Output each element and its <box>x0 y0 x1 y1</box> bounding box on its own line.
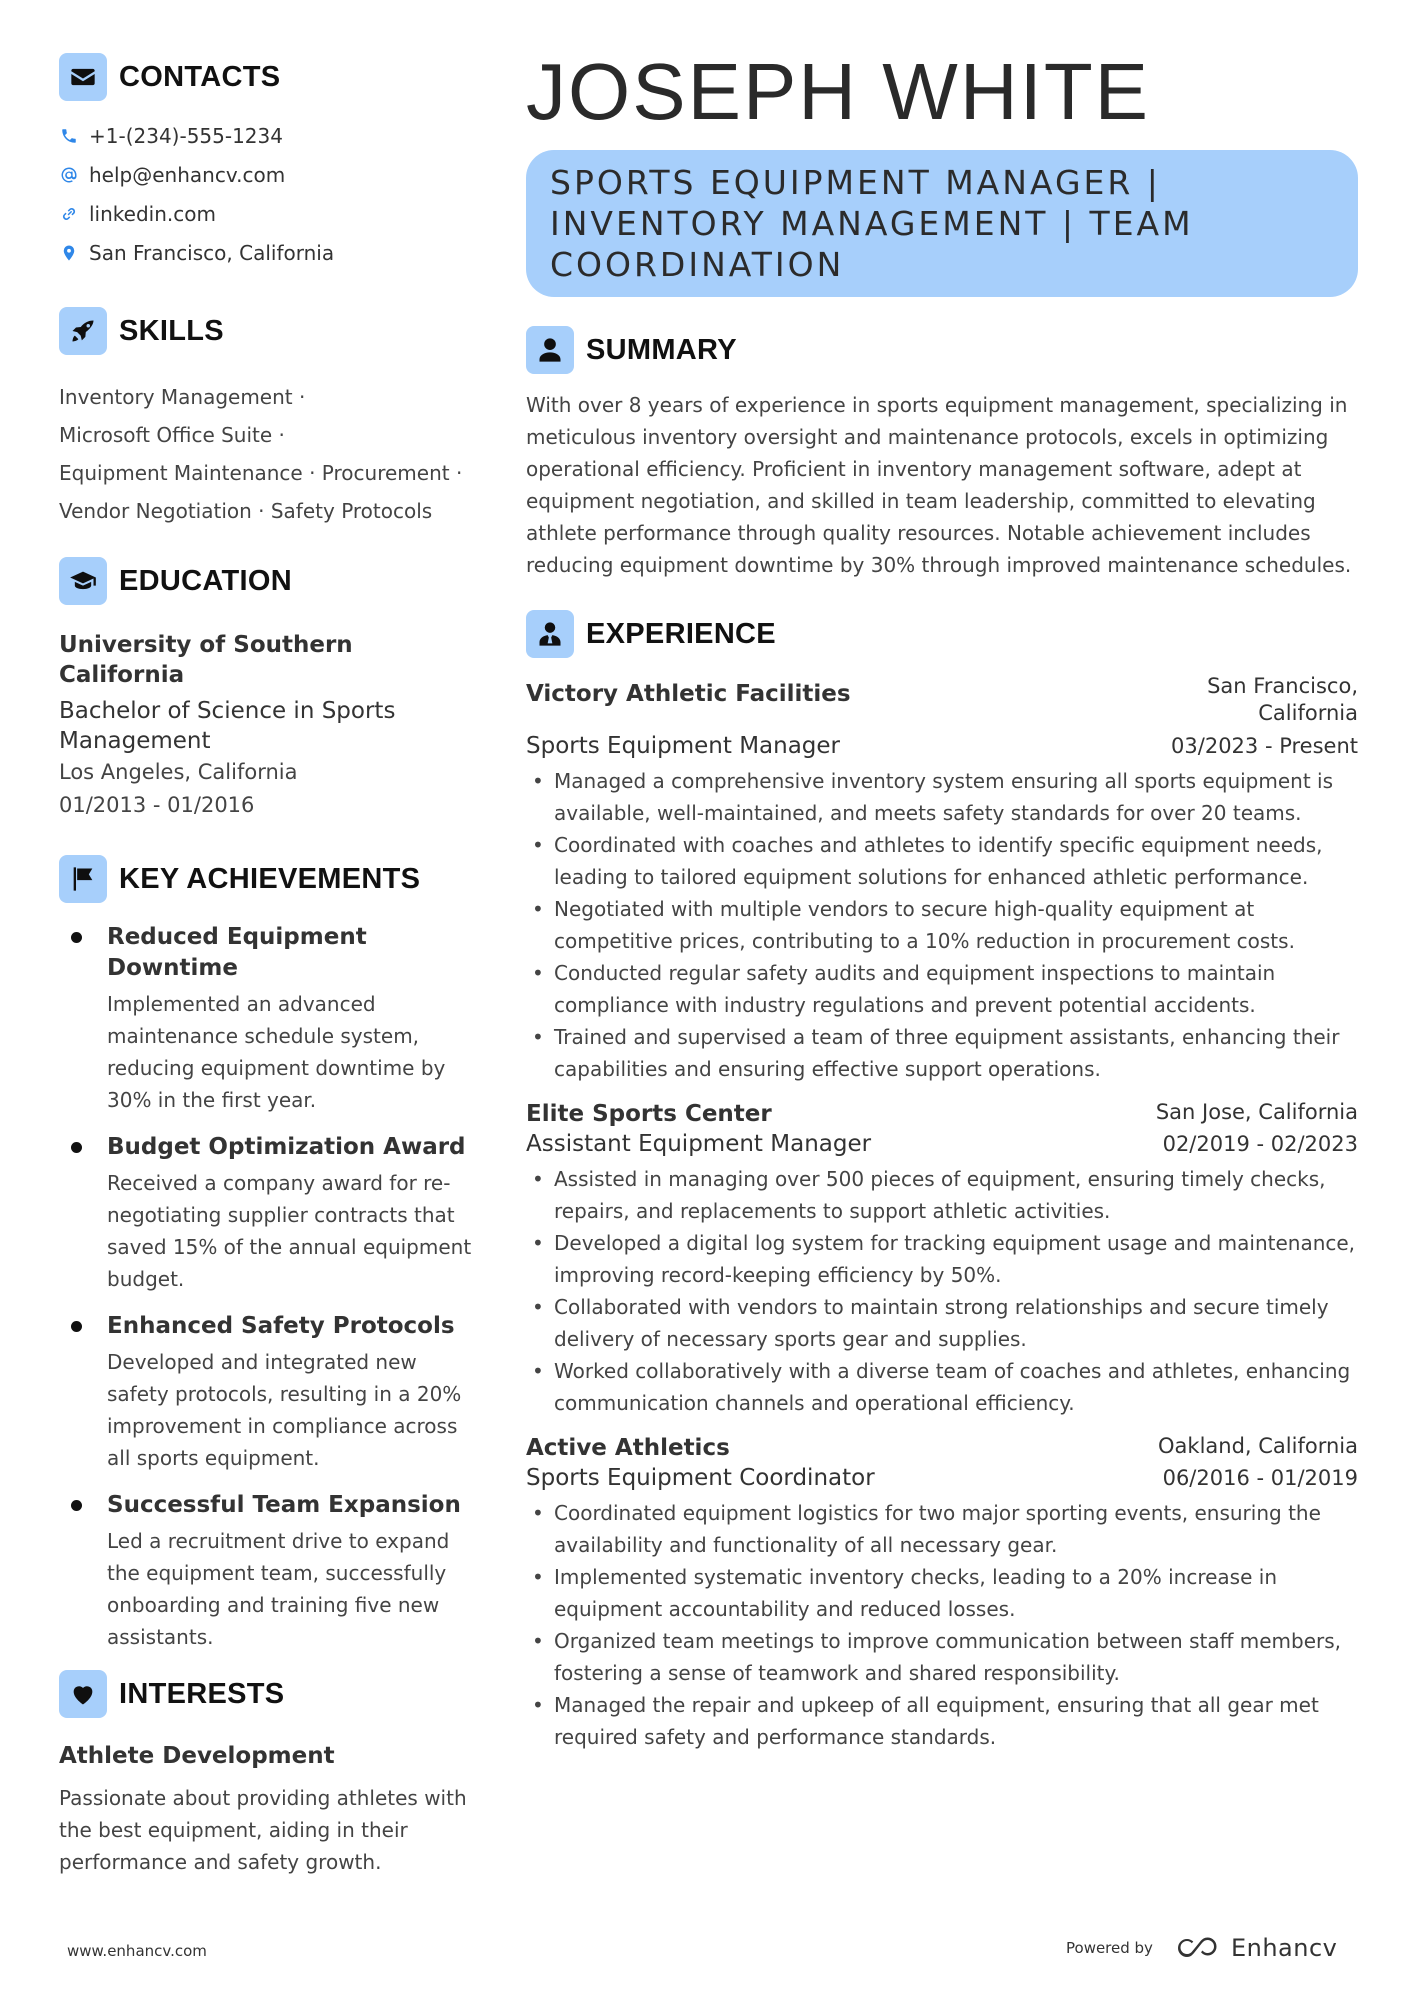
bullet-dot <box>71 1142 82 1153</box>
summary-text: With over 8 years of experience in sports equipment management, specializing in meticulous inventory oversight and maintenance protocols, excels in optimizing operational efficiency. Proficient in inventory management software, adept at equipment negotiation, and skilled in team leadership, committed to elevating athlete performance through quality resources. Notable achievement includes reducing equipment downtime by 30% through improved maintenance schedules. <box>526 393 1352 577</box>
email-text[interactable]: help@enhancv.com <box>89 162 286 187</box>
at-icon <box>59 165 79 185</box>
job-bullets <box>526 1497 1358 1753</box>
job-bullets <box>526 765 1358 1085</box>
interests-header <box>59 1669 479 1719</box>
achievements-header <box>59 854 479 904</box>
interest-title: Athlete Development <box>59 1743 335 1769</box>
job-bullet: • Developed a digital log system for tracking equipment usage and maintenance, improving record-keeping efficiency by 50%. <box>526 1227 1358 1291</box>
person-name: JOSEPH WHITE <box>526 47 1151 136</box>
education-header <box>59 556 479 606</box>
left-column <box>59 52 479 1878</box>
job-dates: 03/2023 - Present <box>1171 734 1358 758</box>
job-bullet: • Coordinated equipment logistics for two major sporting events, ensuring the availability and functionality of all necessary gear. <box>526 1497 1358 1561</box>
footer-website[interactable]: www.enhancv.com <box>67 1942 207 1960</box>
achievement-title: Successful Team Expansion <box>107 1492 461 1518</box>
job-bullet: • Collaborated with vendors to maintain strong relationships and secure timely delivery of necessary sports gear and supplies. <box>526 1291 1358 1355</box>
rocket-icon <box>59 307 107 355</box>
achievement-title: Reduced Equipment Downtime <box>107 924 367 981</box>
job-dates: 02/2019 - 02/2023 <box>1162 1132 1358 1156</box>
footer-brand <box>1066 1934 1337 1962</box>
job-role: Sports Equipment Manager <box>526 733 841 759</box>
experience-header <box>526 609 1358 659</box>
achievement-item <box>59 1311 479 1474</box>
job-entry <box>526 673 1358 1085</box>
achievement-desc: Received a company award for re-negotiating supplier contracts that saved 15% of the annual equipment budget. <box>107 1171 472 1291</box>
job-bullet: • Managed a comprehensive inventory system ensuring all sports equipment is available, well-maintained, and meets safety standards for over 20 teams. <box>526 765 1358 829</box>
achievement-title: Enhanced Safety Protocols <box>107 1313 455 1339</box>
contacts-title: CONTACTS <box>119 60 281 93</box>
interest-desc: Passionate about providing athletes with the best equipment, aiding in their performance and safety growth. <box>59 1786 467 1874</box>
education-location: Los Angeles, California <box>59 760 298 784</box>
skills-list <box>59 378 479 530</box>
job-entry <box>526 1099 1358 1419</box>
graduation-cap-icon <box>59 557 107 605</box>
job-bullet: • Assisted in managing over 500 pieces of equipment, ensuring timely checks, repairs, and replacements to support athletic activities. <box>526 1163 1358 1227</box>
bullet-dot <box>71 1500 82 1511</box>
skills-header <box>59 306 479 356</box>
job-company: Elite Sports Center <box>526 1101 772 1127</box>
contacts-header <box>59 52 479 102</box>
summary-title: SUMMARY <box>586 333 737 366</box>
headline-banner: SPORTS EQUIPMENT MANAGER | INVENTORY MANAGEMENT | TEAM COORDINATION <box>526 150 1358 297</box>
job-bullet: • Trained and supervised a team of three equipment assistants, enhancing their capabilities and ensuring effective support operations. <box>526 1021 1358 1085</box>
job-bullet: • Worked collaboratively with a diverse team of coaches and athletes, enhancing communication channels and operational efficiency. <box>526 1355 1358 1419</box>
achievements-list <box>59 922 479 1653</box>
bullet-dot <box>71 1321 82 1332</box>
education-title: EDUCATION <box>119 564 292 597</box>
job-location: San Francisco, California <box>1207 674 1358 725</box>
job-role: Sports Equipment Coordinator <box>526 1465 875 1491</box>
achievement-desc: Led a recruitment drive to expand the equipment team, successfully onboarding and training five new assistants. <box>107 1529 450 1649</box>
contact-list <box>59 116 479 272</box>
job-role: Assistant Equipment Manager <box>526 1131 872 1157</box>
heart-icon <box>59 1670 107 1718</box>
job-bullet: • Managed the repair and upkeep of all equipment, ensuring that all gear met required safety and performance standards. <box>526 1689 1358 1753</box>
achievement-title: Budget Optimization Award <box>107 1134 466 1160</box>
contact-location <box>59 233 479 272</box>
education-dates: 01/2013 - 01/2016 <box>59 793 255 817</box>
user-tie-icon <box>526 610 574 658</box>
summary-header <box>526 325 1358 375</box>
skills-line: Vendor Negotiation · Safety Protocols <box>59 499 433 523</box>
experience-section <box>526 609 1358 1753</box>
achievement-desc: Implemented an advanced maintenance schedule system, reducing equipment downtime by 30% in the first year. <box>107 992 446 1112</box>
contact-phone <box>59 116 479 155</box>
job-dates: 06/2016 - 01/2019 <box>1162 1466 1358 1490</box>
job-company: Active Athletics <box>526 1435 730 1461</box>
enhancv-logo-icon <box>1175 1935 1221 1961</box>
map-pin-icon <box>59 243 79 263</box>
right-column <box>526 44 1358 1753</box>
skills-line: Microsoft Office Suite · <box>59 423 285 447</box>
job-bullet: • Coordinated with coaches and athletes to identify specific equipment needs, leading to tailored equipment solutions for enhanced athletic performance. <box>526 829 1358 893</box>
achievement-desc: Developed and integrated new safety protocols, resulting in a 20% improvement in compliance across all sports equipment. <box>107 1350 462 1470</box>
bullet-dot <box>71 932 82 943</box>
user-icon <box>526 326 574 374</box>
location-text: San Francisco, California <box>89 240 335 265</box>
linkedin-text[interactable]: linkedin.com <box>89 201 216 226</box>
job-bullet: • Organized team meetings to improve communication between staff members, fostering a sense of teamwork and shared responsibility. <box>526 1625 1358 1689</box>
achievement-item <box>59 1132 479 1295</box>
education-school: University of Southern California <box>59 632 353 688</box>
phone-icon <box>59 126 79 146</box>
education-degree: Bachelor of Science in Sports Management <box>59 698 396 754</box>
job-company: Victory Athletic Facilities <box>526 681 851 707</box>
powered-by-text: Powered by <box>1066 1939 1153 1957</box>
job-entry <box>526 1433 1358 1753</box>
interests-title: INTERESTS <box>119 1677 285 1710</box>
contact-email <box>59 155 479 194</box>
job-bullet: • Implemented systematic inventory checks, leading to a 20% increase in equipment accountability and reduced losses. <box>526 1561 1358 1625</box>
achievement-item <box>59 922 479 1116</box>
summary-section <box>526 325 1358 581</box>
job-location: Oakland, California <box>1158 1434 1358 1458</box>
contact-linkedin <box>59 194 479 233</box>
achievement-item <box>59 1490 479 1653</box>
flag-icon <box>59 855 107 903</box>
job-bullet: • Negotiated with multiple vendors to secure high-quality equipment at competitive prices, contributing to a 10% reduction in procurement costs. <box>526 893 1358 957</box>
link-icon <box>59 204 79 224</box>
skills-title: SKILLS <box>119 314 224 347</box>
envelope-icon <box>59 53 107 101</box>
experience-title: EXPERIENCE <box>586 617 776 650</box>
brand-name[interactable]: Enhancv <box>1230 1934 1338 1962</box>
skills-line: Inventory Management · <box>59 385 306 409</box>
skills-line: Equipment Maintenance · Procurement · <box>59 461 463 485</box>
achievements-title: KEY ACHIEVEMENTS <box>119 862 421 895</box>
job-bullet: • Conducted regular safety audits and equipment inspections to maintain compliance with industry regulations and prevent potential accidents. <box>526 957 1358 1021</box>
job-bullets <box>526 1163 1358 1419</box>
job-location: San Jose, California <box>1155 1100 1358 1124</box>
phone-text[interactable]: +1-(234)-555-1234 <box>89 123 283 148</box>
